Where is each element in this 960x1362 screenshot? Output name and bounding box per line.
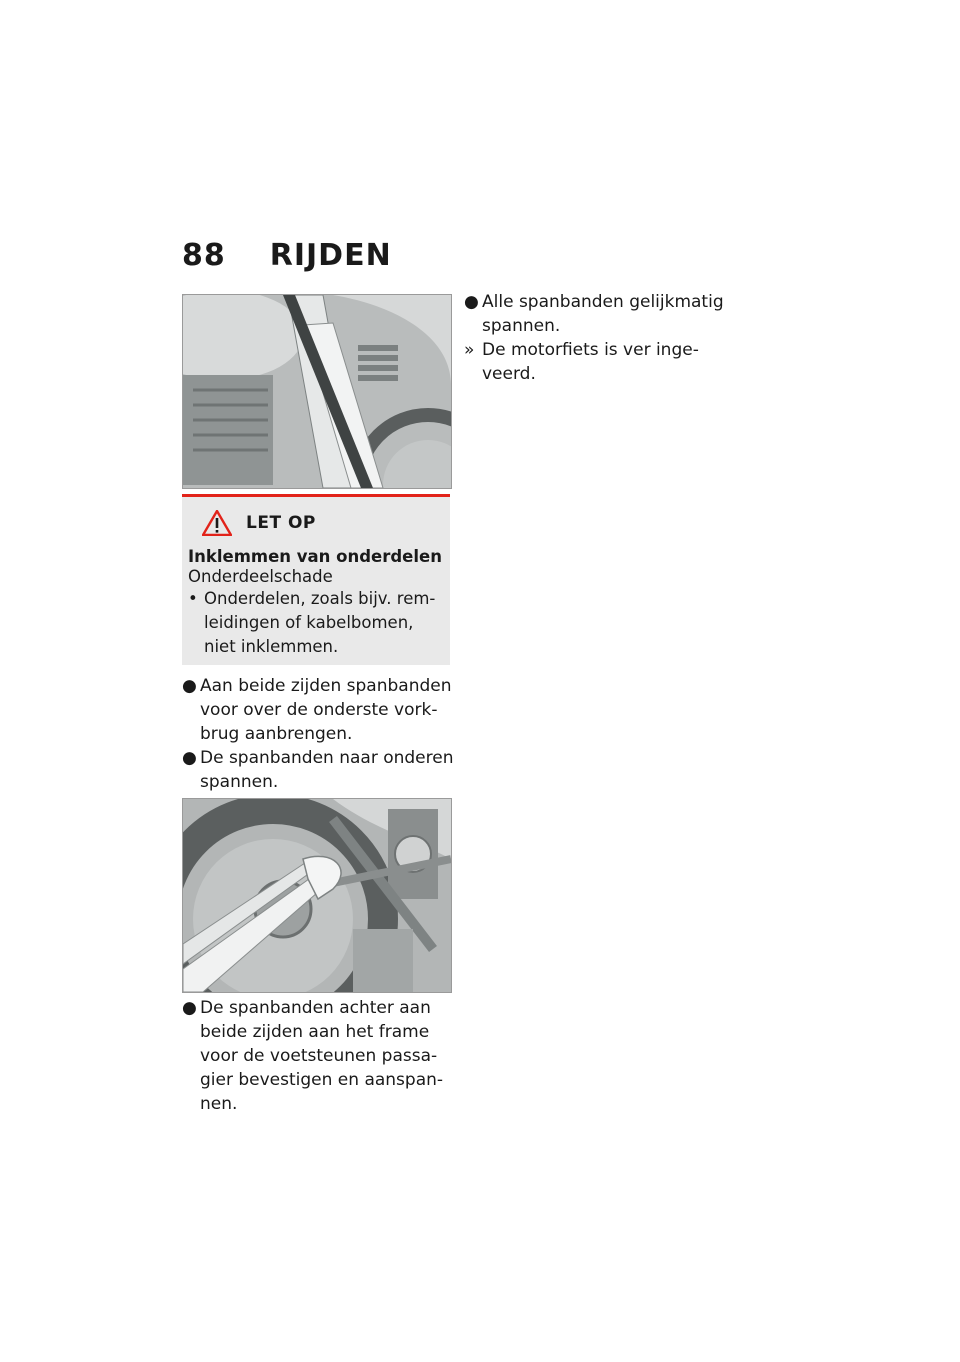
warning-list [188,587,444,659]
warning-subtitle: Onderdeelschade [188,567,333,586]
warning-box [182,494,450,665]
page-number: 88 [182,238,226,273]
steps-block-b [182,996,454,1116]
warning-triangle-icon [202,510,232,536]
bullet-icon: ● [182,998,197,1018]
result-item: » De motorfiets is ver inge-veerd. [464,340,699,384]
steps-block-right [464,290,724,386]
warning-title: Inklemmen van onderdelen [188,547,442,566]
warning-item: • Onderdelen, zoals bijv. rem-leidingen of kabelbomen, niet inklemmen. [188,587,444,659]
bullet-icon: ● [464,292,479,312]
steps-block-a [182,674,454,794]
list-item: ● Aan beide zijden spanbanden voor over de onderste vork-brug aanbrengen. [182,676,452,744]
rear-frame-photo [182,798,452,993]
list-item: ● De spanbanden achter aan beide zijden aan het frame voor de voetsteunen passa-gier bevestigen en aanspan-nen. [182,998,444,1114]
list-item: ● De spanbanden naar onderen spannen. [182,748,454,792]
warning-label: LET OP [246,513,316,533]
list-item: ● Alle spanbanden gelijkmatig spannen. [464,292,724,336]
page-header [182,238,392,273]
bullet-icon: ● [182,676,197,696]
rear-frame-illustration [183,799,451,992]
bullet-icon: ● [182,748,197,768]
front-fork-photo [182,294,452,489]
result-arrow-icon: » [464,340,475,360]
warning-header [202,509,444,537]
front-fork-illustration [183,295,451,488]
section-title: RIJDEN [269,238,392,273]
